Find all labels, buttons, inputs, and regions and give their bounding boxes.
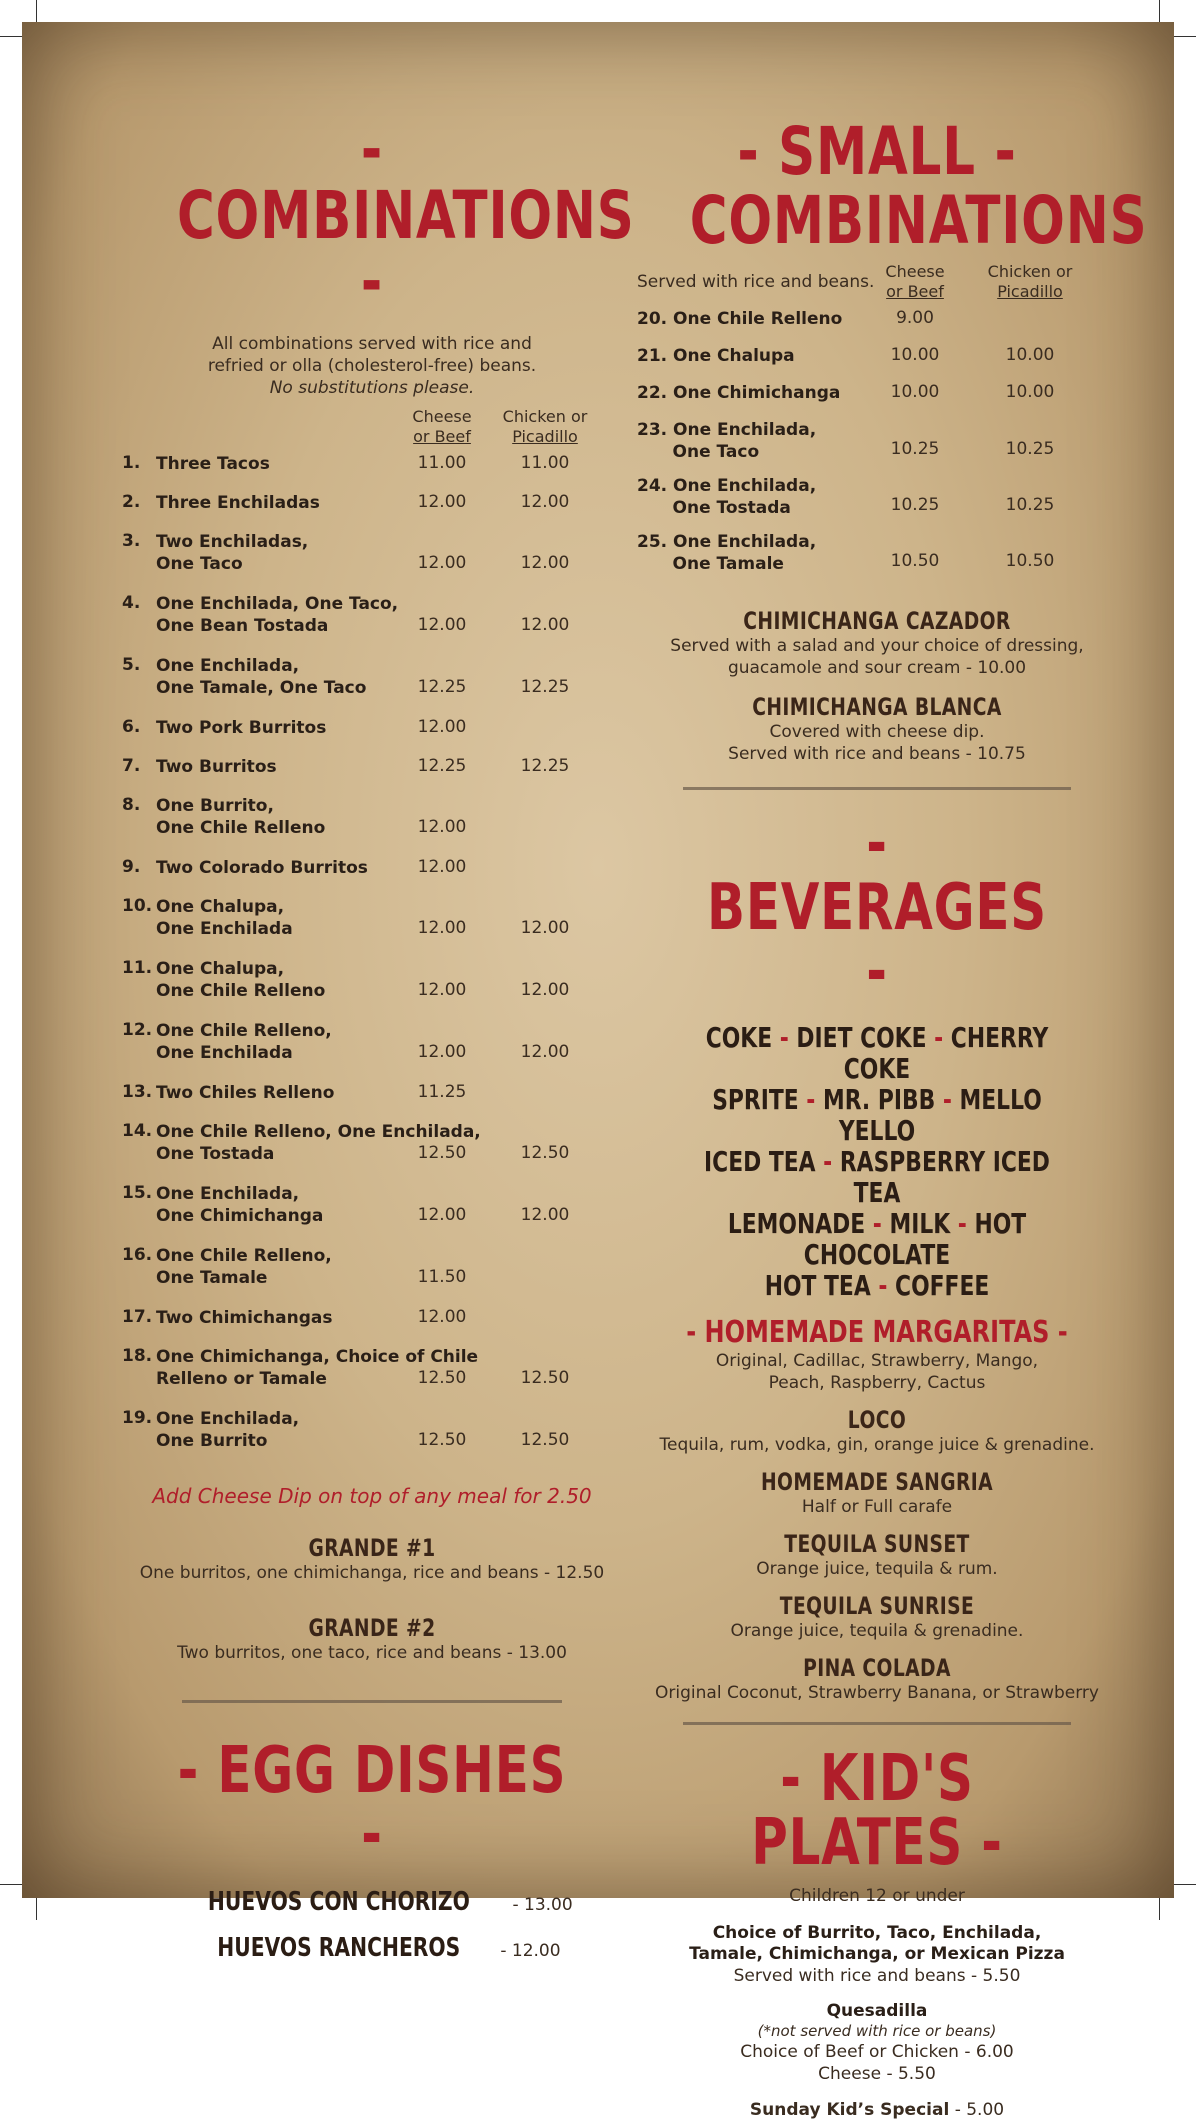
drink-desc: Orange juice, tequila & grenadine.: [730, 1620, 1024, 1641]
blanca-line1: Covered with cheese dip.: [769, 721, 985, 742]
item-number: 2.: [122, 492, 141, 512]
price-chicken-picadillo: 12.50: [520, 1368, 570, 1388]
price-cheese-beef: 12.50: [417, 1143, 467, 1163]
small-header-chicken-picadillo: [975, 262, 1085, 302]
divider: [683, 787, 1071, 790]
combination-item: [122, 795, 622, 857]
item-number: 4.: [122, 593, 141, 613]
beverage-item: HOT TEA: [764, 1268, 871, 1302]
combination-item: [122, 1408, 622, 1470]
item-number: 14.: [122, 1121, 153, 1141]
combinations-column-headers: [122, 407, 622, 453]
price-cheese-beef: 12.00: [417, 1205, 467, 1225]
item-number: 19.: [122, 1408, 153, 1428]
combination-item: [122, 1307, 622, 1346]
price-cheese-beef: 12.00: [417, 817, 467, 837]
combination-item: [122, 453, 622, 492]
price-chicken-picadillo: 12.00: [520, 615, 570, 635]
small-note: Served with rice and beans.: [637, 271, 875, 292]
combinations-note-line1: All combinations served with rice and: [212, 334, 532, 354]
sunday-kids-special: [637, 2099, 1117, 2121]
price-cheese-beef: 10.50: [890, 550, 940, 571]
beverage-separator: -: [878, 1268, 888, 1302]
price-cheese-beef: 12.00: [417, 492, 467, 512]
item-name: Two Burritos: [156, 757, 277, 777]
price-cheese-beef: 10.00: [890, 344, 940, 365]
item-name: One Chile Relleno, One Tamale: [156, 1246, 332, 1288]
combination-item: [122, 1082, 622, 1121]
beverage-separator: -: [806, 1082, 816, 1116]
price-chicken-picadillo: 10.00: [1005, 381, 1055, 402]
header-chicken-picadillo: [490, 407, 600, 447]
price-cheese-beef: 11.50: [417, 1267, 467, 1287]
egg-item-name: HUEVOS CON CHORIZO: [208, 1887, 471, 1917]
beverage-separator: -: [872, 1206, 882, 1240]
item-number: 16.: [122, 1245, 153, 1265]
drink-title: PINA COLADA: [803, 1653, 951, 1682]
price-cheese-beef: 12.00: [417, 553, 467, 573]
right-column: [637, 113, 1148, 2121]
item-number: 3.: [122, 531, 141, 551]
beverage-separator: -: [942, 1082, 952, 1116]
small-column-headers: [637, 262, 1117, 308]
grande-2-title: GRANDE #2: [308, 1614, 436, 1642]
item-name: One Burrito, One Chile Relleno: [156, 796, 326, 838]
drink-desc: Tequila, rum, vodka, gin, orange juice & grenadine.: [659, 1434, 1095, 1455]
item-name: One Enchilada, One Tamale, One Taco: [156, 656, 367, 698]
combination-item: [122, 1020, 622, 1082]
item-number: 6.: [122, 717, 141, 737]
item-number: 9.: [122, 857, 141, 877]
item-number: 17.: [122, 1307, 153, 1327]
beverages-title: - BEVERAGES -: [706, 806, 1048, 1009]
price-cheese-beef: 10.25: [890, 438, 940, 459]
small-header-cheese-beef: [875, 262, 955, 302]
item-name: One Chalupa, One Enchilada: [156, 897, 293, 939]
price-cheese-beef: 12.25: [417, 677, 467, 697]
price-chicken-picadillo: 12.25: [520, 756, 570, 776]
price-cheese-beef: 12.00: [417, 980, 467, 1000]
item-number: 11.: [122, 958, 153, 978]
combination-item: [122, 896, 622, 958]
drink-title: HOMEMADE SANGRIA: [760, 1467, 994, 1496]
combinations-note-line2: refried or olla (cholesterol-free) beans.: [207, 356, 537, 376]
divider: [683, 1722, 1071, 1725]
beverage-item: LEMONADE: [727, 1206, 866, 1240]
combination-item: [122, 1183, 622, 1245]
combination-item: [122, 1245, 622, 1307]
beverage-line: [690, 1084, 1064, 1146]
price-cheese-beef: 12.00: [417, 717, 467, 737]
sunday-kids-special-price: - 5.00: [949, 2099, 1005, 2120]
drink-title: TEQUILA SUNSET: [784, 1529, 970, 1558]
beverage-item: SPRITE: [712, 1082, 799, 1116]
small-combination-item: [637, 382, 1117, 419]
beverage-item: DIET COKE: [796, 1020, 927, 1054]
item-name: 22. One Chimichanga: [637, 382, 841, 403]
egg-item-price: - 12.00: [494, 1941, 561, 1961]
item-number: 5.: [122, 655, 141, 675]
item-name: Three Enchiladas: [156, 493, 320, 513]
kids-choice-line1: Choice of Burrito, Taco, Enchilada,: [712, 1922, 1042, 1943]
divider: [182, 1700, 562, 1703]
cazador-line2: guacamole and sour cream - 10.00: [727, 657, 1027, 678]
combinations-note-line3: No substitutions please.: [269, 378, 475, 398]
grande-1-title: GRANDE #1: [308, 1534, 436, 1562]
left-column: [122, 111, 635, 1963]
price-cheese-beef: 12.50: [417, 1368, 467, 1388]
item-number: 7.: [122, 756, 141, 776]
drink-title: TEQUILA SUNRISE: [779, 1591, 975, 1620]
small-title-line2: COMBINATIONS: [689, 182, 1148, 260]
item-number: 12.: [122, 1020, 153, 1040]
small-combination-item: [637, 475, 1117, 531]
small-combination-item: [637, 308, 1117, 345]
item-name: Two Colorado Burritos: [156, 858, 368, 878]
drink-desc: Half or Full carafe: [801, 1496, 953, 1517]
beverage-line: [690, 1146, 1064, 1208]
header-chicken-picadillo-bottom: Picadillo: [512, 427, 578, 446]
item-name: 23. One Enchilada, One Taco: [637, 419, 817, 462]
price-chicken-picadillo: 12.00: [520, 492, 570, 512]
price-cheese-beef: 12.00: [417, 1042, 467, 1062]
header-cheese-beef-top: Cheese: [412, 407, 472, 426]
beverage-item: MR. PIBB: [822, 1082, 936, 1116]
price-cheese-beef: 11.25: [417, 1082, 467, 1102]
combination-item: [122, 958, 622, 1020]
item-name: One Enchilada, One Taco, One Bean Tostada: [156, 594, 399, 636]
price-cheese-beef: 11.00: [417, 453, 467, 473]
price-cheese-beef: 10.00: [890, 381, 940, 402]
price-chicken-picadillo: 12.50: [520, 1143, 570, 1163]
price-cheese-beef: 10.25: [890, 494, 940, 515]
price-cheese-beef: 12.00: [417, 918, 467, 938]
price-cheese-beef: 12.25: [417, 756, 467, 776]
egg-item-2: [122, 1933, 622, 1963]
item-number: 1.: [122, 453, 141, 473]
item-name: 21. One Chalupa: [637, 345, 795, 366]
price-chicken-picadillo: 10.00: [1005, 344, 1055, 365]
combination-item: [122, 857, 622, 896]
header-chicken-picadillo-top: Chicken or: [502, 407, 588, 426]
small-title-line1: - SMALL -: [737, 113, 1017, 190]
quesadilla-note: (*not served with rice or beans): [757, 2021, 997, 2040]
menu-page: [22, 22, 1174, 2120]
header-cheese-beef-bottom: or Beef: [413, 427, 471, 446]
beverage-line: [690, 1022, 1064, 1084]
price-chicken-picadillo: 12.00: [520, 918, 570, 938]
margaritas-title: - HOMEMADE MARGARITAS -: [686, 1314, 1068, 1350]
blanca-line2: Served with rice and beans - 10.75: [728, 743, 1026, 764]
kids-plates-title: - KID'S PLATES -: [751, 1741, 1003, 1880]
item-name: One Chile Relleno, One Enchilada: [156, 1021, 332, 1063]
item-name: Two Chimichangas: [156, 1308, 333, 1328]
price-cheese-beef: 9.00: [896, 307, 934, 328]
price-chicken-picadillo: 10.50: [1005, 550, 1055, 571]
drinks-list: [637, 1406, 1117, 1704]
blanca-title: CHIMICHANGA BLANCA: [752, 692, 1002, 721]
item-name: Three Tacos: [156, 454, 270, 474]
item-name: 25. One Enchilada, One Tamale: [637, 531, 817, 574]
beverage-item: HOT CHOCOLATE: [803, 1206, 1027, 1271]
kids-choice-line3: Served with rice and beans - 5.50: [733, 1965, 1021, 1986]
cazador-title: CHIMICHANGA CAZADOR: [743, 606, 1011, 635]
beverage-separator: -: [823, 1144, 833, 1178]
cheese-dip-addon: Add Cheese Dip on top of any meal for 2.50: [152, 1484, 592, 1508]
price-chicken-picadillo: 12.00: [520, 980, 570, 1000]
small-header-cheese-beef-top: Cheese: [885, 261, 945, 281]
beverage-item: RASPBERRY ICED TEA: [839, 1144, 1050, 1209]
beverage-line: [690, 1208, 1064, 1270]
drink-desc: Original Coconut, Strawberry Banana, or Strawberry: [655, 1682, 1099, 1703]
small-header-chicken-picadillo-bottom: Picadillo: [997, 281, 1063, 301]
quesadilla-title: Quesadilla: [826, 2000, 928, 2021]
item-number: 18.: [122, 1346, 153, 1366]
small-header-chicken-picadillo-top: Chicken or: [987, 261, 1073, 281]
egg-item-1: [122, 1887, 622, 1917]
item-name: Two Chiles Relleno: [156, 1083, 335, 1103]
item-number: 13.: [122, 1082, 153, 1102]
item-name: 20. One Chile Relleno: [637, 308, 843, 329]
egg-item-price: - 13.00: [507, 1895, 573, 1915]
cazador-line1: Served with a salad and your choice of dressing,: [670, 635, 1084, 656]
combination-item: [122, 1121, 622, 1183]
beverage-item: COKE: [705, 1020, 773, 1054]
price-chicken-picadillo: 10.25: [1005, 438, 1055, 459]
item-name: 24. One Enchilada, One Tostada: [637, 475, 817, 518]
combination-item: [122, 531, 622, 593]
small-combination-item: [637, 531, 1117, 587]
combination-item: [122, 717, 622, 756]
beverage-item: ICED TEA: [704, 1144, 816, 1178]
sunday-kids-special-name: Sunday Kid’s Special: [749, 2099, 950, 2120]
item-name: Two Pork Burritos: [156, 718, 327, 738]
item-name: One Chimichanga, Choice of Chile Relleno or Tamale: [156, 1347, 479, 1389]
kids-note: Children 12 or under: [789, 1885, 965, 1906]
egg-dishes-title: - EGG DISHES -: [177, 1734, 567, 1872]
beverage-line: [690, 1270, 1064, 1301]
drink-title: LOCO: [847, 1405, 907, 1434]
price-cheese-beef: 12.00: [417, 857, 467, 877]
item-number: 15.: [122, 1183, 153, 1203]
combination-item: [122, 593, 622, 655]
beverage-separator: -: [957, 1206, 967, 1240]
price-cheese-beef: 12.00: [417, 1307, 467, 1327]
combination-item: [122, 655, 622, 717]
small-header-cheese-beef-bottom: or Beef: [886, 281, 944, 301]
quesadilla-line2: Cheese - 5.50: [818, 2063, 936, 2084]
combination-item: [122, 1346, 622, 1408]
beverage-separator: -: [934, 1020, 944, 1054]
margaritas-line2: Peach, Raspberry, Cactus: [768, 1372, 986, 1393]
beverage-item: MILK: [889, 1206, 951, 1240]
combinations-note: [122, 333, 622, 399]
small-combinations-title: [689, 113, 1148, 260]
grande-1-desc: One burritos, one chimichanga, rice and beans - 12.50: [139, 1563, 605, 1583]
item-number: 10.: [122, 896, 153, 916]
item-name: One Chile Relleno, One Enchilada, One Tostada: [156, 1122, 481, 1164]
combination-item: [122, 492, 622, 531]
beverage-item: COFFEE: [895, 1268, 990, 1302]
combinations-list: [122, 453, 622, 1470]
drink-desc: Orange juice, tequila & rum.: [756, 1558, 998, 1579]
item-name: One Chalupa, One Chile Relleno: [156, 959, 326, 1001]
item-number: 8.: [122, 795, 141, 815]
beverages-list: [637, 1022, 1117, 1301]
beverage-separator: -: [779, 1020, 789, 1054]
grande-2-desc: Two burritos, one taco, rice and beans - 13.00: [177, 1643, 567, 1663]
price-chicken-picadillo: 12.00: [520, 553, 570, 573]
item-name: One Enchilada, One Burrito: [156, 1409, 300, 1451]
combination-item: [122, 756, 622, 795]
header-cheese-beef: [404, 407, 480, 447]
small-combinations-list: [637, 308, 1117, 587]
price-chicken-picadillo: 12.00: [520, 1042, 570, 1062]
price-chicken-picadillo: 12.50: [520, 1430, 570, 1450]
item-name: Two Enchiladas, One Taco: [156, 532, 309, 574]
egg-item-name: HUEVOS RANCHEROS: [217, 1933, 461, 1963]
small-combination-item: [637, 419, 1117, 475]
margaritas-line1: Original, Cadillac, Strawberry, Mango,: [715, 1350, 1039, 1371]
price-chicken-picadillo: 12.25: [520, 677, 570, 697]
quesadilla-line1: Choice of Beef or Chicken - 6.00: [740, 2041, 1014, 2062]
beverage-item: CHERRY COKE: [843, 1020, 1049, 1085]
combinations-title: - COMBINATIONS -: [177, 111, 635, 320]
price-chicken-picadillo: 10.25: [1005, 494, 1055, 515]
small-combination-item: [637, 345, 1117, 382]
kids-choice-line2: Tamale, Chimichanga, or Mexican Pizza: [689, 1943, 1065, 1964]
price-chicken-picadillo: 12.00: [520, 1205, 570, 1225]
price-chicken-picadillo: 11.00: [520, 453, 570, 473]
price-cheese-beef: 12.50: [417, 1430, 467, 1450]
item-name: One Enchilada, One Chimichanga: [156, 1184, 324, 1226]
beverage-item: MELLO YELLO: [838, 1082, 1042, 1147]
price-cheese-beef: 12.00: [417, 615, 467, 635]
